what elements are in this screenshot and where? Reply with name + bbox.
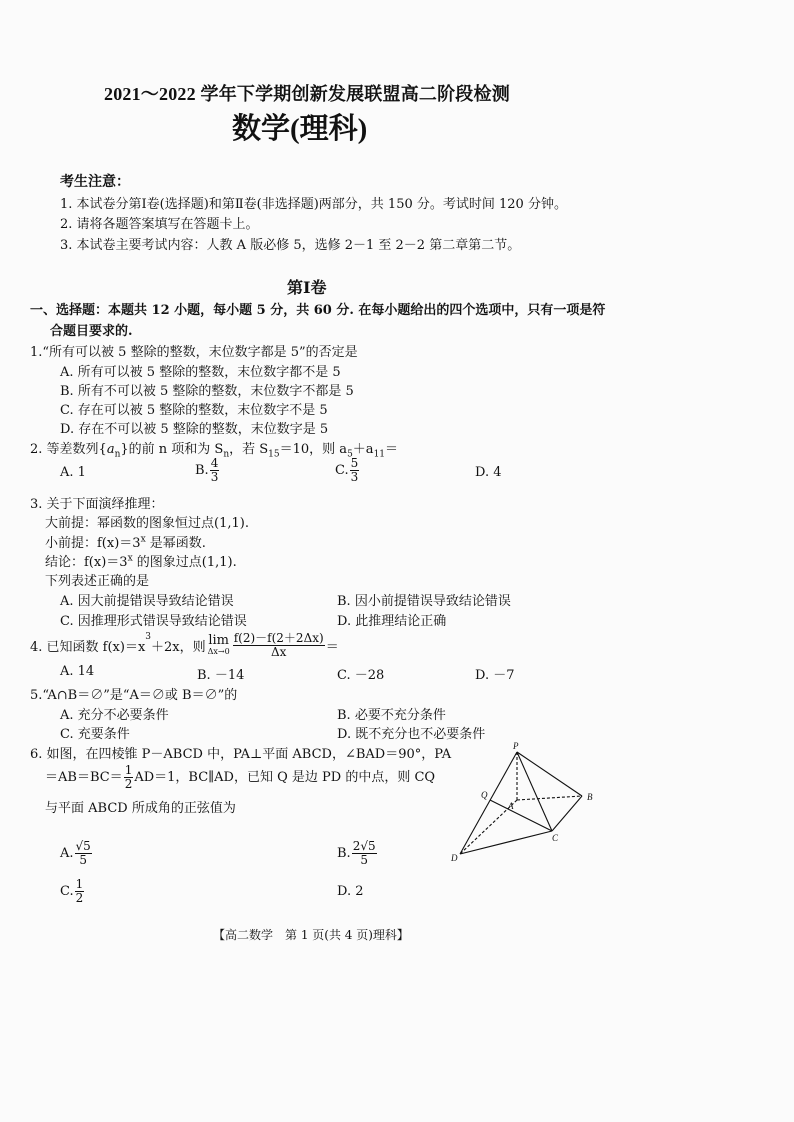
q1-option-b: B. 所有不可以被 5 整除的整数，末位数字不都是 5 [60,384,354,399]
page-footer: 【高二数学 第 1 页(共 4 页)理科】 [213,928,409,942]
q2-option-a: A. 1 [60,465,86,480]
question-6-stem-cont: ＝AB＝BC＝ $\frac{1}{2}$ AD＝1，BC∥AD，已知 Q 是边 PD 的中点，则 CQ [45,763,436,791]
q3-major-premise: 大前提：幂函数的图象恒过点(1,1). [45,516,249,531]
q1-option-d: D. 存在不可以被 5 整除的整数，末位数字是 5 [60,422,329,437]
q3-option-d: D. 此推理结论正确 [337,614,447,629]
question-4-stem: 4. 已知函数 f(x)＝x $^3$ ＋2x，则 lim Δx→0 $\frac{f(2)-f(2+2\Delta x)}{\Delta x}$ ＝ [30,631,339,659]
q3-conclusion: 结论：$f(x)=3^x$ 的图象过点(1,1). [45,553,237,570]
q5-option-b: B. 必要不充分条件 [337,708,446,723]
label-c: C [552,833,559,843]
section-header-cont: 合题目要求的. [50,324,133,339]
q4-option-c: C. －28 [337,668,385,683]
q6-option-d: D. 2 [337,884,364,899]
notice-heading: 考生注意： [60,174,130,190]
question-6-stem-cont2: 与平面 ABCD 所成角的正弦值为 [45,801,236,816]
question-5-stem: 5.“A∩B＝∅”是“A＝∅或 B＝∅”的 [30,688,238,703]
label-b: B [587,792,593,802]
q2-option-c: C. $\frac{5}{3}$ [335,456,359,484]
notice-item: 1. 本试卷分第Ⅰ卷(选择题)和第Ⅱ卷(非选择题)两部分，共 150 分。考试时间 120 分钟。 [60,197,567,212]
label-p: P [513,741,519,751]
q5-option-d: D. 既不充分也不必要条件 [337,727,486,742]
q2-option-d: D. 4 [475,465,502,480]
notice-item: 2. 请将各题答案填写在答题卡上。 [60,217,259,232]
q5-option-c: C. 充要条件 [60,727,130,742]
question-1-stem: 1.“所有可以被 5 整除的整数，末位数字都是 5”的否定是 [30,345,358,360]
q6-option-b: B. $\frac{2√5}{5}$ [337,839,376,867]
q1-option-a: A. 所有可以被 5 整除的整数，末位数字都不是 5 [60,365,341,380]
pyramid-figure [448,738,608,870]
q1-option-c: C. 存在可以被 5 整除的整数，末位数字不是 5 [60,403,328,418]
exam-title: 2021～2022 学年下学期创新发展联盟高二阶段检测 [104,84,510,104]
q5-option-a: A. 充分不必要条件 [60,708,169,723]
section-header: 一、选择题：本题共 12 小题，每小题 5 分，共 60 分. 在每小题给出的四个选项中，只有一项是符 [30,303,606,318]
question-6-stem: 6. 如图，在四棱锥 P－ABCD 中，PA⊥平面 ABCD，∠BAD＝90°，PA [30,747,452,762]
q4-option-a: A. 14 [60,664,95,679]
volume-title: 第Ⅰ卷 [287,278,327,297]
label-d: D [451,853,458,863]
question-3-stem: 3. 关于下面演绎推理： [30,497,164,512]
q2-option-b: B. $\frac{4}{3}$ [195,456,219,484]
q4-option-d: D. －7 [475,668,515,683]
q3-option-c: C. 因推理形式错误导致结论错误 [60,614,247,629]
q3-option-b: B. 因小前提错误导致结论错误 [337,594,511,609]
label-a: A [508,801,514,811]
subject-title: 数学(理科) [232,113,368,145]
q3-ask: 下列表述正确的是 [45,574,150,589]
q6-option-c: C. $\frac{1}{2}$ [60,877,84,905]
label-q: Q [481,790,488,800]
q4-option-b: B. －14 [197,668,245,683]
notice-item: 3. 本试卷主要考试内容：人教 A 版必修 5，选修 2－1 至 2－2 第二章第二节。 [60,238,521,253]
q6-option-a: A. $\frac{√5}{5}$ [60,839,91,867]
q3-minor-premise: 小前提：$f(x)=3^x$ 是幂函数. [45,534,206,551]
q3-option-a: A. 因大前提错误导致结论错误 [60,594,234,609]
question-2-stem: 2. 等差数列$\{a_n\}$的前 n 项和为 $S_n$，若 $S_{15}=10$，则 $a_5+a_{11}=$ [30,442,399,460]
